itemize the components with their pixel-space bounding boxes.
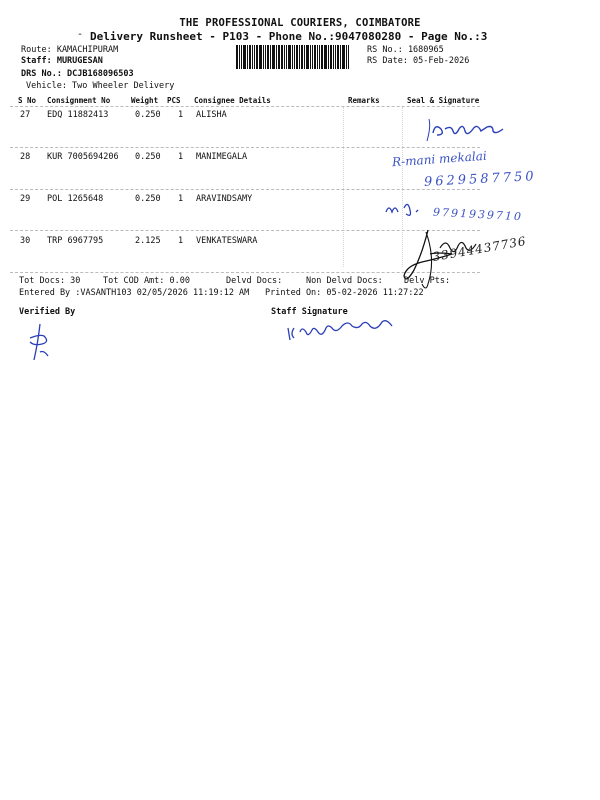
row-sno: 29: [20, 194, 31, 204]
row-consignment: TRP 6967795: [47, 236, 104, 246]
row29-handwritten-phone: 9791939710: [432, 205, 524, 224]
drs-number: DRS No.: DCJB168096503: [21, 69, 134, 79]
col-pcs: PCS: [167, 96, 181, 105]
row-sno: 27: [20, 110, 31, 120]
row30-handwritten-phone: 33944437736: [431, 233, 528, 265]
verified-by-signature: [26, 322, 56, 366]
vehicle-label: Vehicle: Two Wheeler Delivery: [26, 81, 175, 91]
row-consignee: ALISHA: [196, 110, 227, 120]
staff-label: Staff: MURUGESAN: [21, 56, 103, 66]
signature-row27: [425, 115, 545, 145]
row-sno: 28: [20, 152, 31, 162]
row-pcs: 1: [178, 152, 184, 162]
row-pcs: 1: [178, 110, 184, 120]
row-weight: 0.250: [135, 110, 161, 120]
row-consignee: VENKATESWARA: [196, 236, 258, 246]
route-label: Route: KAMACHIPURAM: [21, 45, 119, 55]
row-weight: 0.250: [135, 152, 161, 162]
dash-mark: -: [77, 29, 84, 40]
remarks-guide: [343, 107, 344, 267]
col-seal-signature: Seal & Signature: [407, 96, 480, 105]
verified-by-label: Verified By: [19, 307, 76, 317]
signature-row29: [382, 196, 432, 218]
col-sno: S No: [18, 96, 37, 105]
entered-by: Entered By :VASANTH103 02/05/2026 11:19:12 AM: [19, 288, 250, 298]
row-sno: 30: [20, 236, 31, 246]
staff-signature-label: Staff Signature: [271, 307, 348, 317]
non-delivered-docs: Non Delvd Docs:: [306, 276, 383, 286]
row-consignment: KUR 7005694206: [47, 152, 119, 162]
col-weight: Weight: [131, 96, 159, 105]
row-consignment: POL 1265648: [47, 194, 104, 204]
row-consignee: MANIMEGALA: [196, 152, 248, 162]
row-pcs: 1: [178, 236, 184, 246]
printed-on: Printed On: 05-02-2026 11:27:22: [265, 288, 424, 298]
delivery-points: Delv Pts:: [404, 276, 451, 286]
row-weight: 0.250: [135, 194, 161, 204]
row28-handwritten-phone: 9629587750: [423, 169, 538, 190]
row-weight: 2.125: [135, 236, 161, 246]
staff-signature: [284, 320, 414, 348]
rs-number: RS No.: 1680965: [367, 45, 444, 55]
header-divider: [10, 106, 480, 107]
total-cod-amount: Tot COD Amt: 0.00: [103, 276, 190, 286]
row-divider: [10, 147, 480, 148]
row-consignee: ARAVINDSAMY: [196, 194, 253, 204]
row-pcs: 1: [178, 194, 184, 204]
row-consignment: EDQ 11882413: [47, 110, 109, 120]
row28-handwritten-name: R-mani mekalai: [391, 148, 488, 170]
col-remarks: Remarks: [348, 96, 380, 105]
barcode-icon: [236, 45, 364, 69]
runsheet-subtitle: Delivery Runsheet - P103 - Phone No.:9047080280 - Page No.:3: [90, 30, 488, 43]
col-consignee: Consignee Details: [194, 96, 271, 105]
rs-date: RS Date: 05-Feb-2026: [367, 56, 470, 66]
company-title: THE PROFESSIONAL COURIERS, COIMBATORE: [179, 17, 421, 29]
delivered-docs: Delvd Docs:: [226, 276, 283, 286]
total-docs: Tot Docs: 30: [19, 276, 81, 286]
row-divider: [10, 189, 480, 190]
col-consignment: Consignment No: [47, 96, 111, 105]
